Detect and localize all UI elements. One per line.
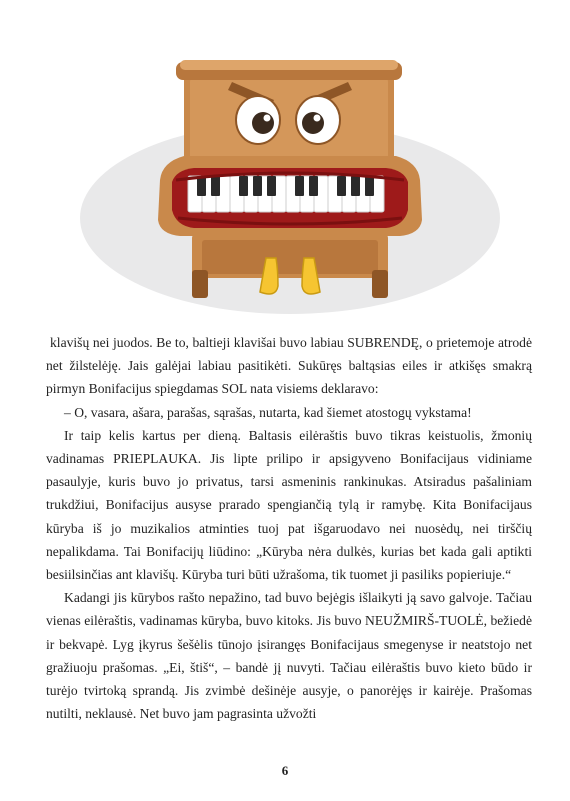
left-eye (236, 96, 280, 144)
story-text (46, 331, 532, 725)
piano-mouth (158, 156, 422, 236)
page-number: 6 (281, 763, 289, 778)
paragraph: Kadangi jis kūrybos rašto nepažino, tad buvo bejėgis išlaikyti ją savo galvoje. Tačiau vienas eilėraštis, vadinamas kūryba, buvo kitoks. Jis buvo NEUŽMIRŠ-TUOLĖ, bežiedė ir bekvapė. Lyg įkyrus šešėlis tūnojo įsirangęs Bonifacijaus smegenyse ir neatstojo net gražiuoju prašomas. „Ei, štiš“, – bandė jį nuvyti. Tačiau eilėraštis buvo kieto būdo ir turėjo tvirtoką sprandą. Jis zvimbė dešinėje ausyje, o panorėjęs ir kairėje. Prašomas nutilti, neklausė. Net buvo jam pagrasinta užvožti (46, 590, 532, 722)
paragraph: klavišų nei juodos. Be to, baltieji klavišai buvo labiau SUBRENDĘ, o prietemoje atrodė net žilstelėję. Jais galėjai labiau pasitikėti. Sukūręs baltąsias eiles ir atkišęs smakrą pirmyn Bonifacijus spiegdamas SOL nata visiems deklaravo: (46, 335, 532, 397)
right-eye (296, 96, 340, 144)
paragraph-dialogue: – O, vasara, ašara, parašas, sąrašas, nutarta, kad šiemet atostogų vykstama! (64, 404, 472, 420)
piano-character-illustration (80, 30, 500, 330)
paragraph: Ir taip kelis kartus per dieną. Baltasis eilėraštis buvo tikras keistuolis, žmonių vadinamas PRIEPLAUKA. Jis lipte prilipo ir apsigyveno Bonifacijaus vidiniame pasaulyje, kuris buvo jo privatus, tarsi asmeninis rankinukas. Atsiradus pašaliniam trukdžiui, Bonifacijus ausyse prarado spengiančią tylą ir ramybę. Kita Bonifacijaus kūryba iš jo muzikalios atminties tuoj pat išgaruodavo nei nuosėdų, nei tirščių nepalikdama. Tai Bonifacijų liūdino: „Kūryba nėra dulkės, kurias bet kada gali aptikti besiilsinčias ant klavišų. Kūryba turi būti užrašoma, tik tuomet ji pasiliks popieriuje.“ (46, 427, 532, 583)
